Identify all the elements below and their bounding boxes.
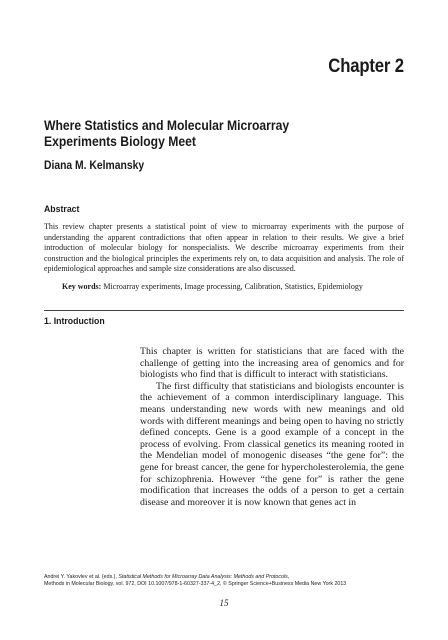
abstract-text: This review chapter presents a statistical point of view to microarray experiments with the purpose of understanding the apparent contradictions that often appear in relation to their results. We give a brief introduction of molecular biology for nonspecialists. We describe microarray experiments from their construction and the biological principles the experiments rely on, to data acquisition and analysis. The role of epidemiological approaches and sample size considerations are also discussed.	[44, 222, 404, 274]
author-name: Diana M. Kelmansky	[44, 160, 145, 172]
keywords-text: Microarray experiments, Image processing, Calibration, Statistics, Epidemiology	[103, 282, 363, 291]
introduction-body	[140, 346, 404, 508]
footnote-editors: Andrei Y. Yakovlev et al. (eds.),	[44, 574, 119, 580]
footnote-comma: ,	[287, 574, 290, 580]
page-number: 15	[219, 598, 229, 608]
footnote-line-1	[44, 574, 424, 581]
chapter-title: Where Statistics and Molecular Microarray Experiments Biology Meet	[44, 118, 290, 149]
footnote-book-title: Statistical Methods for Microarray Data Analysis: Methods and Protocols	[118, 574, 288, 580]
section-heading: 1. Introduction	[44, 316, 105, 327]
citation-footnote	[44, 574, 424, 588]
footnote-line-2: Methods in Molecular Biology, vol. 972, DOI 10.1007/978-1-60327-337-4_2, © Springer Science+Business Media New York 2013	[44, 581, 347, 587]
intro-paragraph-2: The first difficulty that statisticians and biologists encounter is the achievement of a common interdisciplinary language. This means understanding new words with new meanings and old words with different meanings and being open to having no strictly defined concepts. Gene is a good example of a concept in the process of evolving. From classical genetics its meaning rooted in the Mendelian model of monogenic diseases “the gene for”: the gene for breast cancer, the gene for hypercholesterolemia, the gene for schizophrenia. However “the gene for” is rather the gene modification that increases the odds of a person to get a certain disease and moreover it is now known that genes act in	[140, 380, 404, 508]
keywords-line	[62, 282, 404, 293]
keywords-label: Key words:	[62, 282, 102, 291]
abstract-heading: Abstract	[44, 204, 80, 215]
chapter-label: Chapter 2	[328, 56, 404, 77]
intro-paragraph-1: This chapter is written for statisticians that are faced with the challenge of getting into the increasing area of genomics and for biologists who find that is difficult to interact with statisticians.	[140, 346, 404, 381]
section-divider	[44, 310, 404, 311]
